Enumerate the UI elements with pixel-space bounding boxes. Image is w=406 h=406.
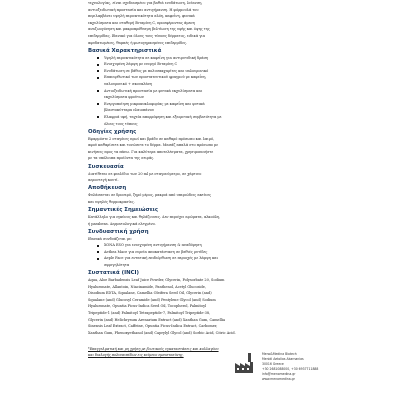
combo-list <box>88 242 320 268</box>
text-line: αφού καθαρίσετε και τονώσετε το δέρμα. Μασάζ απαλά στο πρόσωπο με <box>88 143 219 148</box>
text-line: Tripeptide-1 (and) Palmitoyl Tetrapeptide-7, Palmitoyl Tripeptide-38, <box>88 311 211 316</box>
notes-heading: Σημαντικές Σημειώσεις <box>88 206 159 213</box>
list-item <box>104 68 320 75</box>
list-item-text: Ενυδάτωση σε βάθος με πολυσακχαρίτες και υαλουρονικό <box>104 68 209 73</box>
text-line: Sinensis Leaf Extract, Caffeine, Opuntia Ficus-Indica Extract, Carbomer, <box>88 324 218 329</box>
list-item-text: βλαστοκύτταρα ελαιοπάνου <box>104 108 155 113</box>
list-item-text: εκχυλίσματα φρούτων <box>104 95 144 100</box>
address-line-2: 30016 Greece <box>262 362 284 367</box>
address-line-1: Menidi Aetolias Akarnanias <box>262 357 304 362</box>
text-line: Φυλάσσεται σε δροσερό, ξηρό μέρος, μακριά από υπεριώδεις ακτίνες <box>88 193 212 198</box>
list-item <box>104 88 320 101</box>
list-item-text: Ελαφριά υφή, ταχεία απορρόφηση και εξαιρετική συμβατότητα με <box>104 115 222 119</box>
packaging-paragraph <box>88 171 320 184</box>
list-item <box>104 74 320 87</box>
company-name: Meno&Medina Biotech <box>262 352 297 356</box>
email-address[interactable]: info@menomedina.gr <box>262 372 296 377</box>
list-item-text: XONA ESO για ενισχυμένη αντιγήρανση & αναδόμηση <box>104 243 202 248</box>
text-line: περιλαμβάνει υψηλή περιεκτικότητα αλόη, καφεΐνη, φυσικά <box>88 14 195 19</box>
text-line: κινήσεις προς τα πάνω. Για καλύτερα αποτελέσματα, χρησιμοποιήστε <box>88 149 214 154</box>
text-line: Xanthan Gum, Phenoxyethanol (and) Caprylyl Glycol (and) Sorbic Acid, Citric Acid. <box>88 330 236 335</box>
features-heading: Βασικά Χαρακτηριστικά <box>88 47 162 54</box>
text-line: Glycerin (and) Helichrysum Arenarium Extract (and) Xanthan Gum, Camellia <box>88 317 226 322</box>
text-line: με τα υπόλοιπα προϊόντα της σειράς. <box>88 156 155 161</box>
ingredients-paragraph <box>88 277 320 336</box>
factory-icon <box>233 351 257 375</box>
features-list <box>88 55 320 128</box>
text-line: αναζωογόνηση και μακροπρόθεσμη βελτίωση της υφής και όψης της <box>88 27 210 32</box>
text-line: και υψηλές θερμοκρασίες. <box>88 199 135 204</box>
product-text-column <box>88 0 320 358</box>
list-item <box>104 255 320 268</box>
list-item-text: Aeple Face για εντατική επιδιόρθωση σε περιοχές με λάμψη και <box>104 256 219 261</box>
storage-paragraph <box>88 192 320 205</box>
ingredients-heading: Συστατικά (INCI) <box>88 270 140 277</box>
text-line: Εφαρμόστε 2 σταγόνες πρωί και βράδυ σε καθαρό πρόσωπο και λαιμό, <box>88 136 215 141</box>
combo-intro: Ιδανικά συνδυάζεται με: <box>88 236 133 241</box>
list-item <box>104 61 320 68</box>
text-line: Hyaluronate, Opuntia Ficus-Indica Seed Oil, Tocopherol, Palmitoyl <box>88 304 207 309</box>
text-line: ή parabens. Δερματολογικά ελεγμένο. <box>88 221 156 226</box>
text-line: αφυδατωμένες, θαμπές ή φωτογηρασμένες επιδερμίδες. <box>88 40 188 45</box>
text-line: αντιοξειδωτική προστασία και αντιγήρανση. Η φόρμουλά του <box>88 7 199 12</box>
text-line: εκχυλίσματα και σταθερή Βιταμίνη C, προσφέροντας άμεση <box>88 20 195 25</box>
list-item <box>104 249 320 256</box>
usage-paragraph <box>88 136 320 162</box>
list-item-text: Ενεργοποίηση μικροκυκλοφορίας με καφεΐνη και φυτικά <box>104 101 205 106</box>
storage-heading: Αποθήκευση <box>88 185 127 192</box>
list-item-text: υαλουρονικό + σκουαλάνη <box>104 82 153 87</box>
list-item-text: όλους τους τύπους <box>104 121 138 126</box>
text-line: Aqua, Aloe Barbadensis Leaf Juice Powder, Glycerin, Polysorbate 20, Sodium <box>88 278 225 283</box>
list-item <box>104 101 320 114</box>
list-item-text: Aethea Mace για ευρεία αποκατάσταση σε βαθιές ρυτίδες <box>104 249 208 254</box>
text-line: Squalane (and) Glucosyl Ceramide (and) Pentylene Glycol (and) Sodium <box>88 297 216 302</box>
list-item-text: Υψηλή περιεκτικότητα σε καφεΐνη για αντιρυτιδική δράση <box>104 55 209 60</box>
list-item-text: σφριγηλότητα <box>104 263 130 267</box>
text-line: Hyaluronate, Allantoin, Niacinamide, Panthenol, Acetyl Glucoside, <box>88 284 206 289</box>
contact-block <box>262 352 352 383</box>
intro-paragraph <box>88 0 320 46</box>
text-line: Disodium EDTA, Squalane, Camellia Oleifera Seed Oil, Glycerin (and) <box>88 291 212 296</box>
text-line: *Επαγγελματική και μη χρήση με βιωτικούς εγκαταστάσεις και κολλαγόνο <box>88 347 219 352</box>
list-item-text: Αντιοξειδωτική προστασία με φυτικά εκχυλίσματα και <box>104 88 203 93</box>
website-link[interactable]: www.menomedina.gr <box>262 377 295 382</box>
list-item-text: Ενισχυμένη λάμψη με ενεργό Βιταμίνη C <box>104 62 178 67</box>
list-item-text: Επανορθωτικό των προστατευτικού φραγμού με καφεΐνη, <box>104 75 207 80</box>
notes-paragraph <box>88 214 320 227</box>
text-line: τεχνολογίας, είναι σχεδιασμένο για βαθιά ενυδάτωση, λείανση, <box>88 1 203 5</box>
text-line: επιδερμίδας. Ιδανικό για όλους τους τύπους δέρματος, ειδικά για <box>88 33 206 38</box>
text-line: Διατίθεται σε φιαλίδιο των 20 ml με σταγονόμετρο, σε χάρτινο <box>88 171 202 176</box>
list-item <box>104 114 320 127</box>
text-line: αεροστεγή κουτί. <box>88 178 119 183</box>
list-item <box>104 55 320 62</box>
packaging-heading: Συσκευασία <box>88 163 124 170</box>
list-item <box>104 242 320 249</box>
phone-numbers: +30 2681088000, +30 6937711888 <box>262 367 319 372</box>
combo-heading: Συνδυαστική χρήση <box>88 228 149 235</box>
text-line: Κατάλληλο για εγκύους και θηλάζουσες. Δεν περιέχει αρώματα, αλκοόλη, <box>88 214 221 219</box>
usage-heading: Οδηγίες χρήσης <box>88 128 137 135</box>
text-line: και διαλογής πολυεπιπέδων εις κείμενο εμπιστοσύνης. <box>88 353 184 358</box>
